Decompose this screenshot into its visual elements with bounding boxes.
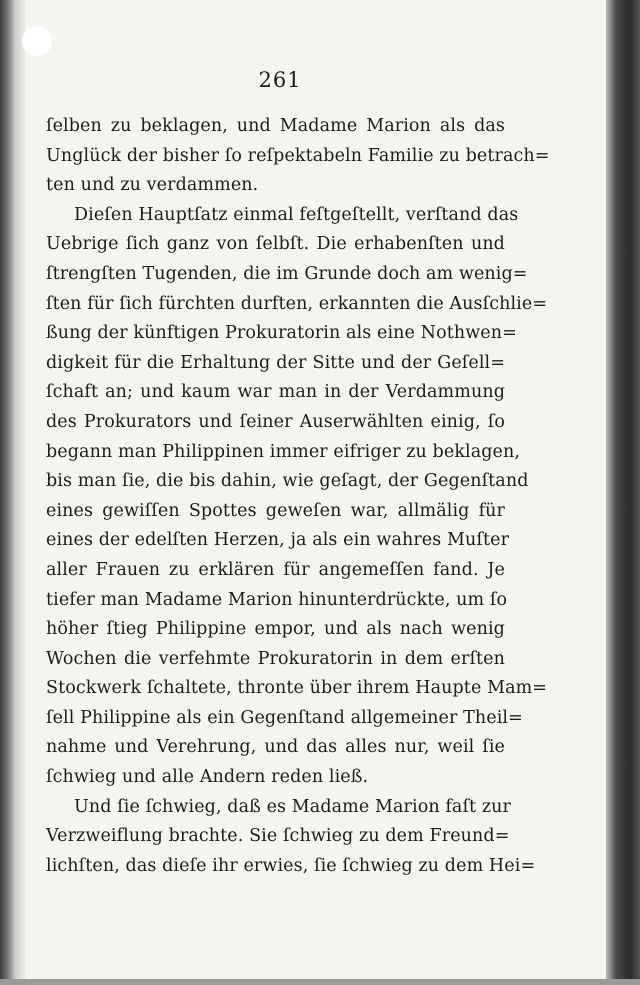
text-line: ten und zu verdammen. <box>46 175 259 196</box>
text-line: Dieſen Hauptſatz einmal feſtgeſtellt, verſtand das <box>74 204 519 225</box>
text-line: nahme und Verehrung, und das alles nur, weil ſie <box>46 737 505 758</box>
page-number: 261 <box>258 68 302 92</box>
text-line: ſchwieg und alle Andern reden ließ. <box>46 767 369 788</box>
text-line: eines der edelſten Herzen, ja als ein wahres Muſter <box>46 530 510 551</box>
text-line: Und ſie ſchwieg, daß es Madame Marion faſt zur <box>74 796 511 817</box>
text-line: Verzweiflung brachte. Sie ſchwieg zu dem Freund= <box>46 826 510 847</box>
text-line: lichſten, das dieſe ihr erwies, ſie ſchwieg zu dem Hei= <box>46 855 536 876</box>
text-line: Wochen die verfehmte Prokuratorin in dem erſten <box>46 648 505 669</box>
text-line: Unglück der bisher ſo reſpektabeln Familie zu betrach= <box>46 145 550 166</box>
text-line: aller Frauen zu erklären für angemeſſen fand. Je <box>46 559 505 580</box>
scan-right-edge <box>606 0 640 985</box>
text-line: ſtrengſten Tugenden, die im Grunde doch am wenig= <box>46 263 528 284</box>
text-line: des Prokurators und ſeiner Auserwählten einig, ſo <box>46 411 505 432</box>
text-line: eines gewiſſen Spottes geweſen war, allmälig für <box>46 500 505 521</box>
text-line: ſten für ſich fürchten durften, erkannten die Ausſchlie= <box>46 293 548 314</box>
text-line: Uebrige ſich ganz von ſelbſt. Die erhabenſten und <box>46 234 505 255</box>
body-text <box>46 112 550 881</box>
text-line: Stockwerk ſchaltete, thronte über ihrem Haupte Mam= <box>46 678 548 699</box>
text-line: ßung der künftigen Prokuratorin als eine Nothwen= <box>46 323 517 344</box>
text-line: tiefer man Madame Marion hinunterdrückte, um ſo <box>46 589 508 610</box>
text-line: ſelben zu beklagen, und Madame Marion als das <box>46 116 505 136</box>
scan-left-edge <box>0 0 14 985</box>
text-line: ſell Philippine als ein Gegenſtand allgemeiner Theil= <box>46 707 523 728</box>
text-line: begann man Philippinen immer eifriger zu beklagen, <box>46 441 521 462</box>
scan-left-gutter <box>14 0 26 985</box>
text-line: höher ſtieg Philippine empor, und als nach wenig <box>46 619 505 640</box>
text-line: ſchaft an; und kaum war man in der Verdammung <box>46 382 505 403</box>
punch-hole <box>22 26 52 56</box>
text-line: digkeit für die Erhaltung der Sitte und der Geſell= <box>46 352 505 373</box>
scan-bottom-edge <box>0 979 640 985</box>
text-line: bis man ſie, die bis dahin, wie geſagt, der Gegenſtand <box>46 471 529 492</box>
